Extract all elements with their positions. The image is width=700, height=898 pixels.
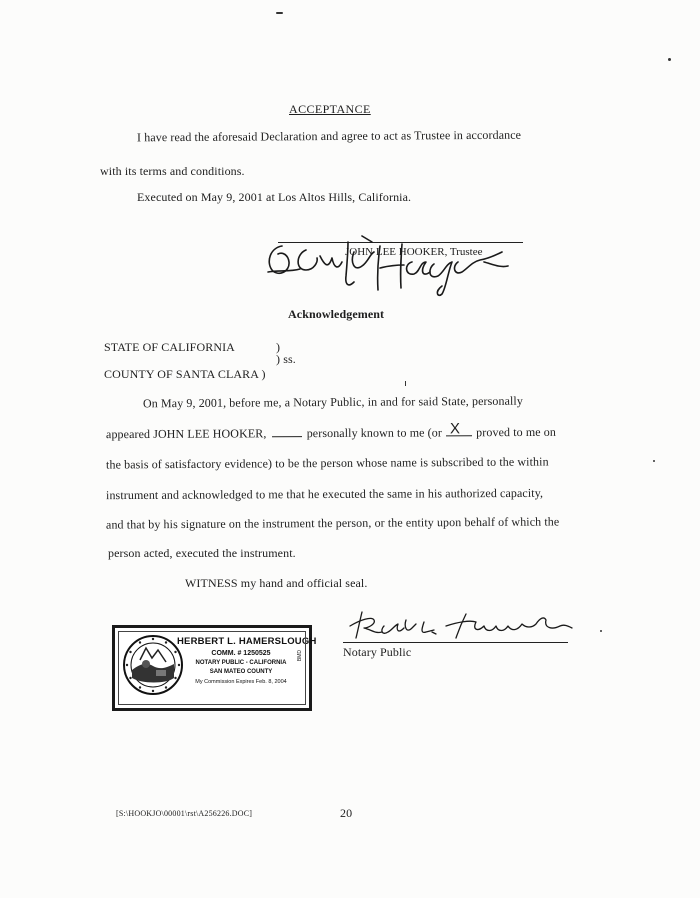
document-reference: [S:\HOOKJO\00001\rst\A256226.DOC] bbox=[116, 809, 253, 818]
scan-speck bbox=[405, 381, 406, 386]
ack-body-line-2-c: proved to me on bbox=[476, 424, 557, 440]
ack-body-line-2-a: appeared JOHN LEE HOOKER, bbox=[105, 426, 267, 442]
ack-body-line-3: the basis of satisfactory evidence) to be the person whose name is subscribed to the within bbox=[105, 454, 549, 472]
scan-speck bbox=[653, 460, 655, 462]
acceptance-paragraph-line-2: with its terms and conditions. bbox=[100, 164, 245, 178]
scan-speck bbox=[668, 58, 671, 61]
state-paren: ) bbox=[276, 340, 281, 354]
scan-speck bbox=[276, 12, 283, 14]
notary-signature-line bbox=[343, 642, 568, 643]
county-label: COUNTY OF SANTA CLARA ) bbox=[104, 367, 266, 381]
ack-body-line-5: and that by his signature on the instrument the person, or the entity upon behalf of which the bbox=[105, 514, 560, 532]
stamp-name: HERBERT L. HAMERSLOUGH bbox=[177, 636, 317, 647]
proved-blank bbox=[446, 420, 472, 438]
x-mark: X bbox=[449, 420, 461, 438]
stamp-expiration: My Commission Expires Feb. 8, 2004 bbox=[195, 679, 287, 685]
state-label: STATE OF CALIFORNIA bbox=[104, 340, 235, 354]
executed-statement: Executed on May 9, 2001 at Los Altos Hills, California. bbox=[137, 190, 412, 204]
trustee-caption: JOHN LEE HOOKER, Trustee bbox=[345, 246, 483, 258]
trustee-signature bbox=[262, 232, 537, 302]
acceptance-title: ACCEPTANCE bbox=[289, 102, 371, 116]
ack-body-line-4: instrument and acknowledged to me that he executed the same in his authorized capacity, bbox=[105, 485, 544, 503]
notary-stamp bbox=[112, 625, 317, 711]
ack-body-line-2-b: personally known to me (or bbox=[306, 425, 442, 441]
stamp-side-id: BMD bbox=[297, 650, 303, 662]
notary-signature bbox=[346, 606, 576, 646]
scan-speck bbox=[600, 630, 602, 632]
stamp-title: NOTARY PUBLIC - CALIFORNIA bbox=[195, 660, 287, 666]
stamp-commission: COMM. # 1250525 bbox=[211, 650, 271, 657]
notary-caption: Notary Public bbox=[343, 645, 412, 659]
ack-body-line-6: person acted, executed the instrument. bbox=[108, 546, 296, 560]
page-number: 20 bbox=[340, 806, 353, 820]
personally-known-blank bbox=[272, 427, 302, 437]
witness-statement: WITNESS my hand and official seal. bbox=[185, 576, 368, 590]
acceptance-paragraph-line-1: I have read the aforesaid Declaration and agree to act as Trustee in accordance bbox=[136, 127, 522, 145]
ack-body-line-1: On May 9, 2001, before me, a Notary Public, in and for said State, personally bbox=[142, 393, 523, 411]
stamp-county: SAN MATEO COUNTY bbox=[209, 669, 273, 675]
acknowledgement-title: Acknowledgement bbox=[288, 307, 385, 321]
ack-body-line-2 bbox=[105, 420, 557, 442]
california-seal-icon bbox=[122, 634, 184, 696]
ss-label: ) ss. bbox=[276, 352, 296, 366]
